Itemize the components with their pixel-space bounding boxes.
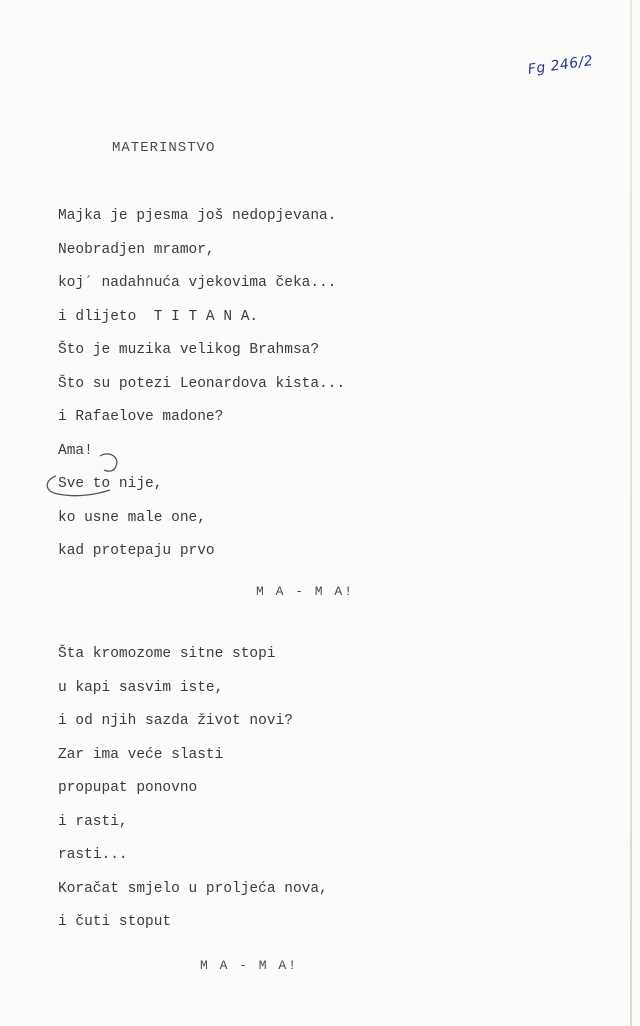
poem-line: rasti... [58, 847, 128, 863]
poem-line: Što su potezi Leonardova kista... [58, 375, 346, 392]
poem-line: Što je muzika velikog Brahmsa? [58, 342, 320, 358]
poem-line: i rasti, [58, 813, 128, 830]
poem-line: propupat ponovno [58, 780, 198, 796]
poem-line: Zar ima veće slasti [58, 746, 224, 763]
poem-line: koj´ nadahnuća vjekovima čeka... [58, 275, 337, 291]
handwritten-archive-number: Fg 246/2 [526, 52, 595, 78]
poem-line: i Rafaelove madone? [58, 409, 224, 425]
pen-correction-mark [38, 446, 128, 506]
page-fold-shadow [630, 0, 632, 1026]
poem-line: u kapi sasvim iste, [58, 679, 224, 696]
poem-line: Ama! [58, 442, 93, 459]
poem-title: MATERINSTVO [112, 140, 216, 156]
poem-line: Sve to nije, [58, 476, 163, 492]
stanza-2 [58, 644, 328, 946]
poem-line: ko usne male one, [58, 509, 206, 526]
poem-line: i od njih sazda život novi? [58, 713, 293, 729]
poem-line: i dlijeto T I T A N A. [58, 308, 259, 325]
poem-line: Koračat smjelo u proljeća nova, [58, 880, 328, 897]
poem-line: Majka je pjesma još nedopjevana. [58, 208, 337, 224]
stanza-1 [58, 206, 345, 575]
refrain-mama-1: M A - M A! [256, 584, 355, 599]
poem-line: kad protepaju prvo [58, 543, 215, 559]
poem-line: i čuti stoput [58, 914, 172, 930]
poem-line: Šta kromozome sitne stopi [58, 646, 276, 662]
refrain-mama-2: M A - M A! [200, 958, 299, 973]
poem-line: Neobradjen mramor, [58, 241, 215, 258]
